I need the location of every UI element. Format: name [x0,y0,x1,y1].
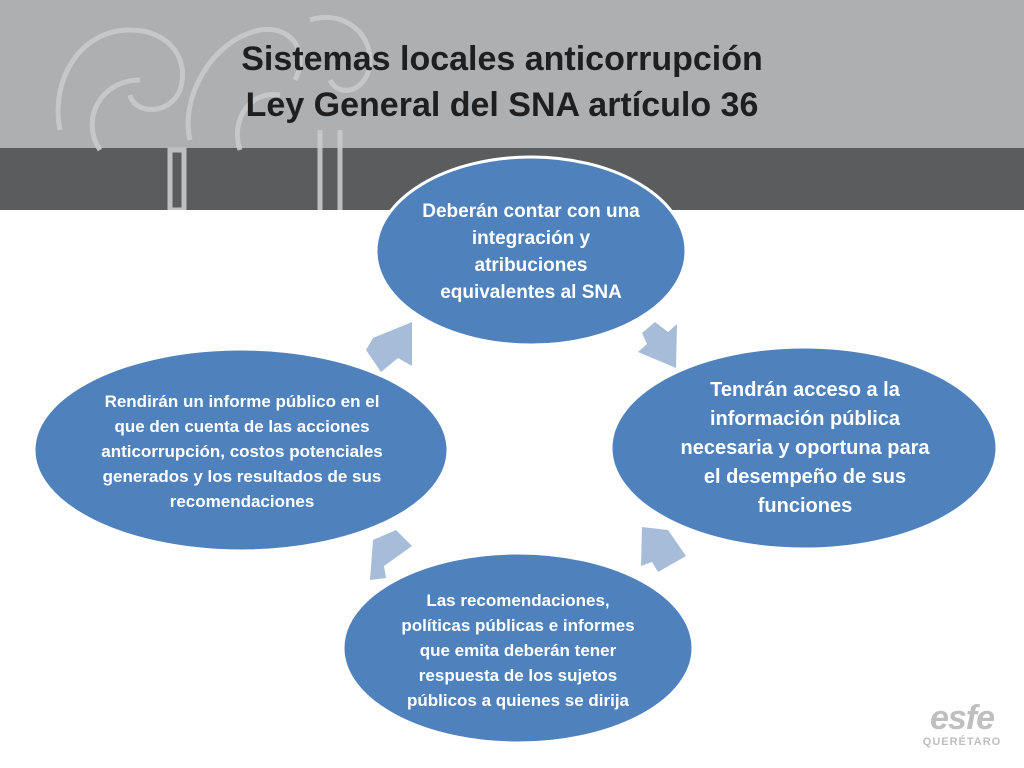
node-bottom-text: Las recomendaciones, políticas públicas e informes que emita deberán tener respuesta de los sujetos públicos a quienes se dirija [401,590,635,710]
esfe-logo [912,700,1012,760]
arrow-left-to-top [366,322,412,372]
node-top-text: Deberán contar con una integración y atribuciones equivalentes al SNA [422,201,640,303]
logo-sub-text: QUERÉTARO [922,736,1002,748]
node-left-text: Rendirán un informe público en el que den cuenta de las acciones anticorrupción, costos potenciales generados y los resultados de sus recomendaciones [101,391,383,511]
arrow-bottom-to-left [370,530,412,580]
title-line-2: Ley General del SNA artículo 36 [245,86,759,124]
node-right-text: Tendrán acceso a la información pública necesaria y oportuna para el desempeño de sus funciones [680,378,930,517]
title-line-1: Sistemas locales anticorrupción [241,40,763,78]
arrow-right-to-bottom [641,527,686,572]
logo-main-text: esfe [929,699,995,737]
arrow-top-to-right [638,322,677,368]
